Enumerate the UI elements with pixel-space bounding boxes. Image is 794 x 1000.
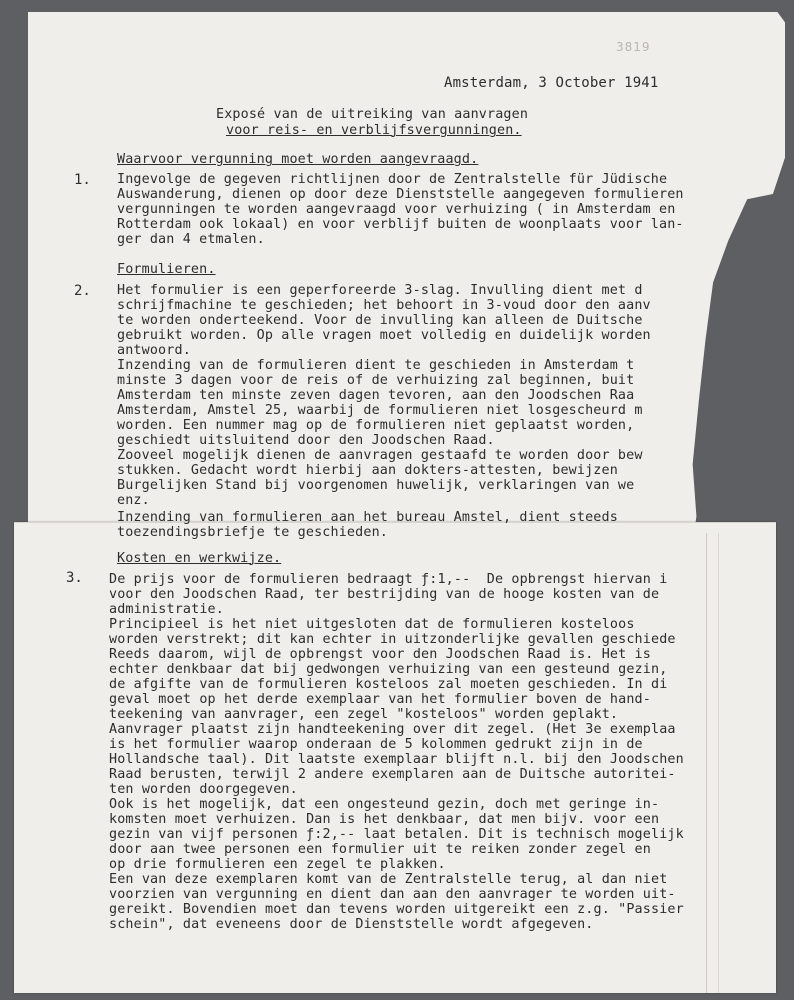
section-line: Raad berusten, terwijl 2 andere exemplaren aan de Duitsche autoritei-	[109, 767, 676, 782]
section-line: op drie formulieren een zegel te plakken.	[109, 857, 446, 872]
section-line: schrijfmachine te geschieden; het behoort in 3-voud door den aanv	[117, 298, 651, 313]
fold-line	[706, 533, 707, 993]
section-line: gereikt. Bovendien moet dan tevens worden uitgereikt een z.g. "Passier	[109, 902, 684, 917]
section-line: Principieel is het niet uitgesloten dat de formulieren kosteloos	[109, 617, 635, 632]
document-date: Amsterdam, 3 October 1941	[444, 75, 659, 91]
section-line: worden. Een nummer mag op de formulieren niet geplaatst worden,	[117, 418, 635, 433]
section-line: Auswanderung, dienen op door deze Dienststelle aangegeven formulieren	[117, 187, 684, 202]
section-line: voor den Joodschen Raad, ter bestrijding van de hooge kosten van de	[109, 587, 660, 602]
section-line: gebruikt worden. Op alle vragen moet volledig en duidelijk worden	[117, 328, 651, 343]
section-line: Amsterdam ten minste zeven dagen tevoren, aan den Joodschen Raa	[117, 388, 635, 403]
section-line: enz.	[117, 493, 150, 508]
section-line: Rotterdam ook lokaal) en voor verblijf buiten de woonplaats voor lan-	[117, 217, 684, 232]
pencil-mark: 3819	[616, 40, 651, 54]
section-line: De prijs voor de formulieren bedraagt ƒ:1,-- De opbrengst hiervan i	[109, 572, 668, 587]
section-number: 3.	[66, 570, 83, 586]
section-line: Het formulier is een geperforeerde 3-slag. Invulling dient met d	[117, 283, 643, 298]
section-line: toezendingsbriefje te geschieden.	[117, 525, 388, 540]
section-line: komsten moet verhuizen. Dan is het denkbaar, dat men bijv. voor een	[109, 812, 660, 827]
section-line: geval moet op het derde exemplaar van het formulier boven de hand-	[109, 692, 651, 707]
section-line: voorzien van vergunning en dient dan aan den aanvrager te worden uit-	[109, 887, 676, 902]
section-line: Inzending van de formulieren dient te geschieden in Amsterdam t	[117, 358, 635, 373]
section-line: echter denkbaar dat bij gedwongen verhuizing van een gesteund gezin,	[109, 662, 668, 677]
section-line: door aan twee personen een formulier uit te reiken zonder zegel en	[109, 842, 651, 857]
fold-line	[718, 533, 719, 993]
section-line: geschiedt uitsluitend door den Joodschen Raad.	[117, 433, 495, 448]
section-line: Burgelijken Stand bij voorgenomen huwelijk, verklaringen van we	[117, 478, 635, 493]
section-line: minste 3 dagen voor de reis of de verhuizing zal beginnen, buit	[117, 373, 635, 388]
section-line: Inzending van formulieren aan het bureau Amstel, dient steeds	[117, 510, 618, 525]
section-number: 2.	[74, 283, 91, 299]
section-line: Zooveel mogelijk dienen de aanvragen gestaafd te worden door bew	[117, 448, 643, 463]
section-line: Amsterdam, Amstel 25, waarbij de formulieren niet losgescheurd m	[117, 403, 643, 418]
section-line: Een van deze exemplaren komt van de Zentralstelle terug, al dan niet	[109, 872, 668, 887]
section-line: de afgifte van de formulieren kosteloos zal moeten geschieden. In di	[109, 677, 668, 692]
document-title-line2: voor reis- en verblijfsvergunningen.	[226, 123, 522, 138]
section-line: vergunningen te worden aangevraagd voor verhuizing ( in Amsterdam en	[117, 202, 676, 217]
section-line: administratie.	[109, 602, 224, 617]
section-line: ten worden doorgegeven.	[109, 782, 298, 797]
section-line: Ook is het mogelijk, dat een ongesteund gezin, doch met geringe in-	[109, 797, 660, 812]
section-line: is het formulier waarop onderaan de 5 kolommen gedrukt zijn in de	[109, 737, 643, 752]
section-line: stukken. Gedacht wordt hierbij aan dokters-attesten, bewijzen	[117, 463, 618, 478]
section-line: te worden onderteekend. Voor de invulling kan alleen de Duitsche	[117, 313, 643, 328]
section-line: worden verstrekt; dit kan echter in uitzonderlijke gevallen geschiede	[109, 632, 676, 647]
section-line: Reeds daarom, wijl de opbrengst voor den Joodschen Raad is. Het is	[109, 647, 651, 662]
section-number: 1.	[74, 172, 91, 188]
document-title-line1: Exposé van de uitreiking van aanvragen	[216, 107, 529, 122]
section-line: gezin van vijf personen ƒ:2,-- laat betalen. Dit is technisch mogelijk	[109, 827, 684, 842]
section-line: schein", dat eveneens door de Dienststelle wordt afgegeven.	[109, 917, 594, 932]
section-line: Aanvrager plaatst zijn handteekening over dit zegel. (Het 3e exemplaa	[109, 722, 676, 737]
section-line: Hollandsche taal). Dit laatste exemplaar blijft n.l. bij den Joodschen	[109, 752, 684, 767]
section-line: teekening van aanvrager, een zegel "kosteloos" worden geplakt.	[109, 707, 619, 722]
section-heading: Formulieren.	[117, 262, 216, 277]
section-line: Ingevolge de gegeven richtlijnen door de Zentralstelle für Jüdische	[117, 172, 668, 187]
section-heading: Waarvoor vergunning moet worden aangevraagd.	[117, 152, 479, 167]
section-line: ger dan 4 etmalen.	[117, 232, 265, 247]
section-heading: Kosten en werkwijze.	[117, 551, 282, 566]
section-line: antwoord.	[117, 343, 191, 358]
